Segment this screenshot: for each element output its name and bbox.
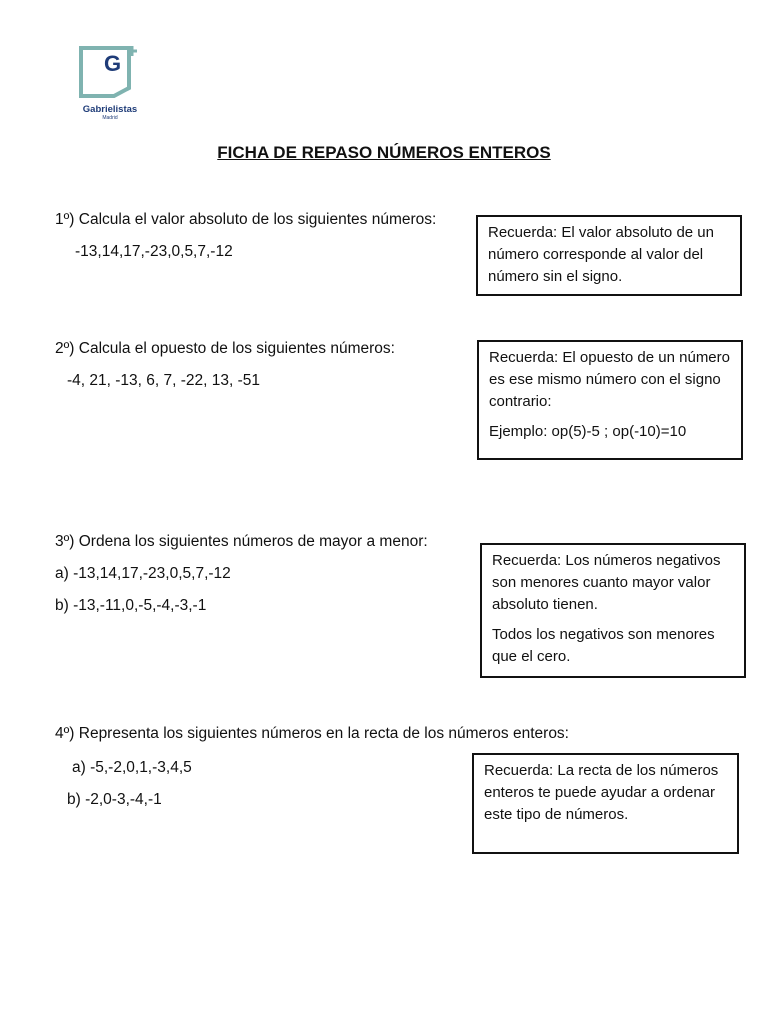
exercise-3-item-b: b) -13,-11,0,-5,-4,-3,-1 [55, 597, 207, 614]
logo-letter: G [104, 51, 122, 76]
exercise-3-item-a: a) -13,14,17,-23,0,5,7,-12 [55, 565, 231, 582]
exercise-3-reminder: Recuerda: Los números negativos son menores cuanto mayor valor absoluto tienen. [492, 552, 721, 613]
exercise-1-numbers: -13,14,17,-23,0,5,7,-12 [75, 243, 233, 260]
exercise-2-example: Ejemplo: op(5)-5 ; op(-10)=10 [489, 423, 687, 440]
logo-name: Gabrielistas [82, 104, 138, 115]
exercise-1-reminder-box [476, 215, 742, 296]
exercise-3-reminder-box [480, 543, 746, 678]
exercise-2-numbers: -4, 21, -13, 6, 7, -22, 13, -51 [67, 372, 261, 389]
exercise-4-question: 4º) Representa los siguientes números en la recta de los números enteros: [55, 725, 569, 742]
exercise-1-question: 1º) Calcula el valor absoluto de los siguientes números: [55, 211, 437, 228]
logo-subtitle: Madrid [102, 115, 118, 121]
exercise-3-reminder-2: Todos los negativos son menores que el cero. [492, 626, 715, 665]
exercise-4-reminder-box [472, 753, 739, 854]
exercise-2-reminder: Recuerda: El opuesto de un número es ese mismo número con el signo contrario: [489, 349, 730, 410]
exercise-3-question: 3º) Ordena los siguientes números de mayor a menor: [55, 533, 428, 550]
exercise-4-reminder: Recuerda: La recta de los números enteros te puede ayudar a ordenar este tipo de números. [484, 762, 719, 823]
exercise-2-question: 2º) Calcula el opuesto de los siguientes números: [55, 340, 395, 357]
exercise-1-reminder: Recuerda: El valor absoluto de un número corresponde al valor del número sin el signo. [488, 224, 714, 285]
exercise-2-reminder-box [477, 340, 743, 460]
exercise-4-item-b: b) -2,0-3,-4,-1 [67, 791, 162, 808]
exercise-4-item-a: a) -5,-2,0,1,-3,4,5 [72, 759, 192, 776]
page-title: FICHA DE REPASO NÚMEROS ENTEROS [217, 143, 551, 162]
